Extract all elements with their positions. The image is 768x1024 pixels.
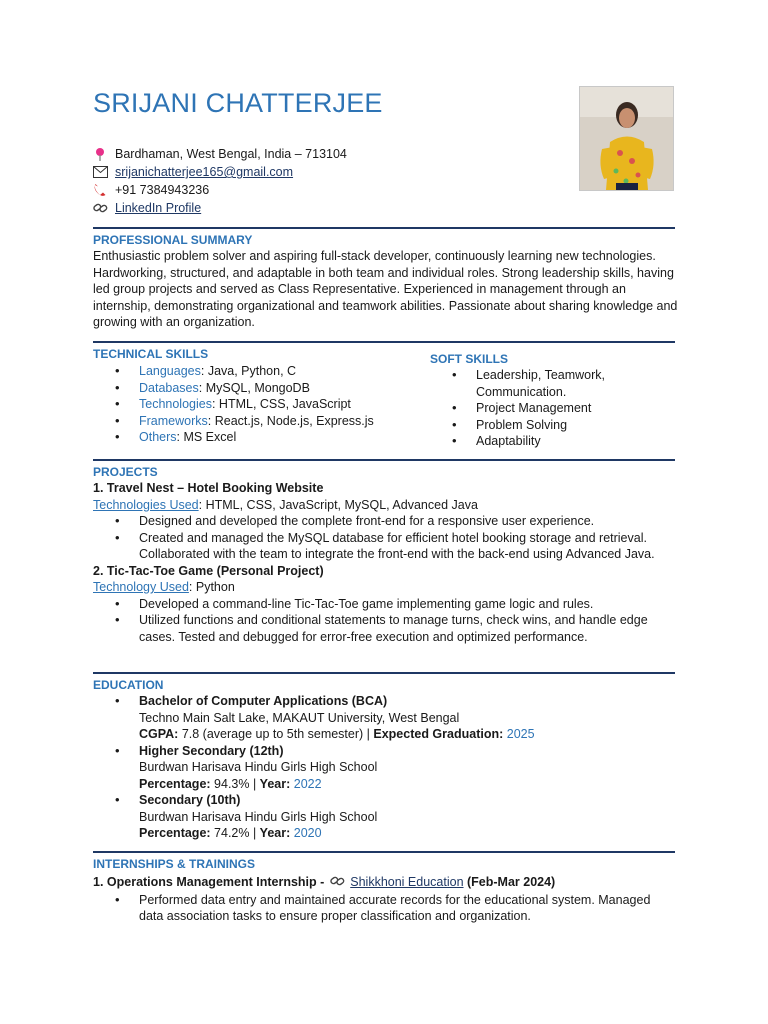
list-item bbox=[93, 792, 678, 842]
list-item: • Frameworks: React.js, Node.js, Express.js bbox=[93, 413, 423, 430]
list-item: • Leadership, Teamwork, Communication. bbox=[430, 367, 630, 400]
internships-block bbox=[93, 874, 678, 925]
project-bullets bbox=[93, 596, 678, 646]
project-tech-line: Technologies Used: HTML, CSS, JavaScript, MySQL, Advanced Java bbox=[93, 497, 478, 512]
score-line: Percentage: 74.2% | Year: 2020 bbox=[139, 826, 322, 840]
section-divider bbox=[93, 341, 675, 343]
summary-heading: PROFESSIONAL SUMMARY bbox=[93, 233, 253, 247]
list-item bbox=[93, 693, 678, 743]
list-item: • Designed and developed the complete front-end for a responsive user experience. bbox=[93, 513, 678, 530]
education-list bbox=[93, 693, 678, 842]
list-item: • Project Management bbox=[430, 400, 630, 417]
projects-heading: PROJECTS bbox=[93, 465, 158, 479]
project-tech-line: Technology Used: Python bbox=[93, 580, 235, 594]
email-link[interactable]: srijanichatterjee165@gmail.com bbox=[115, 165, 294, 179]
projects-block bbox=[93, 480, 678, 645]
email-icon bbox=[93, 166, 115, 178]
project-title: 2. Tic-Tac-Toe Game (Personal Project) bbox=[93, 563, 324, 578]
link-icon bbox=[330, 875, 345, 892]
phone-icon bbox=[93, 183, 115, 197]
internships-heading: INTERNSHIPS & TRAININGS bbox=[93, 857, 256, 871]
technical-skills-list-wrap bbox=[93, 363, 423, 446]
tech-used-label: Technologies Used bbox=[93, 497, 199, 512]
degree-title: • Bachelor of Computer Applications (BCA) bbox=[139, 694, 388, 708]
section-divider bbox=[93, 672, 675, 674]
email-row bbox=[93, 163, 347, 181]
list-item: • Problem Solving bbox=[430, 417, 630, 434]
score-line: CGPA: 7.8 (average up to 5th semester) | Expected Graduation: 2025 bbox=[139, 727, 535, 741]
project-bullets bbox=[93, 513, 678, 563]
degree-title: • Secondary (10th) bbox=[139, 793, 241, 807]
section-divider bbox=[93, 227, 675, 229]
link-icon bbox=[93, 202, 115, 214]
list-item: • Technologies: HTML, CSS, JavaScript bbox=[93, 396, 423, 413]
phone-text: +91 7384943236 bbox=[115, 183, 210, 197]
list-item: • Others: MS Excel bbox=[93, 429, 423, 446]
list-item: • Languages: Java, Python, C bbox=[93, 363, 423, 380]
school-name: Burdwan Harisava Hindu Girls High School bbox=[139, 760, 378, 774]
education-heading: EDUCATION bbox=[93, 678, 164, 692]
profile-photo bbox=[579, 86, 674, 191]
list-item: • Developed a command-line Tic-Tac-Toe game implementing game logic and rules. bbox=[93, 596, 678, 613]
technical-skills-list bbox=[93, 363, 423, 446]
degree-title: • Higher Secondary (12th) bbox=[139, 743, 284, 758]
phone-row bbox=[93, 181, 347, 199]
technical-skills-heading: TECHNICAL SKILLS bbox=[93, 347, 209, 361]
list-item: • Performed data entry and maintained accurate records for the educational system. Managed data association tasks to ensure proper classification and organization. bbox=[93, 892, 678, 925]
list-item: • Utilized functions and conditional statements to manage turns, check wins, and handle edge cases. Tested and debugged for error-free execution and optimized performance. bbox=[93, 612, 678, 645]
internship-title: 1. Operations Management Internship - Shikkhoni Education (Feb-Mar 2024) bbox=[93, 874, 678, 892]
organization-link[interactable]: Shikkhoni Education bbox=[350, 875, 464, 889]
location-row bbox=[93, 145, 347, 163]
map-pin-icon bbox=[93, 147, 115, 161]
list-item: • Adaptability bbox=[430, 433, 630, 450]
section-divider bbox=[93, 851, 675, 853]
contact-info bbox=[93, 145, 347, 217]
education-block bbox=[93, 693, 678, 842]
linkedin-link[interactable]: LinkedIn Profile bbox=[115, 201, 202, 215]
list-item: • Created and managed the MySQL database for efficient hotel booking storage and retrieval. Collaborated with the team to integrate the front-end with the back-end using Advanced Java. bbox=[93, 530, 678, 563]
profile-photo-image bbox=[580, 87, 673, 190]
soft-skills-list bbox=[430, 367, 630, 450]
list-item: • Databases: MySQL, MongoDB bbox=[93, 380, 423, 397]
location-text: Bardhaman, West Bengal, India – 713104 bbox=[115, 147, 347, 161]
school-name: Techno Main Salt Lake, MAKAUT University, West Bengal bbox=[139, 710, 460, 725]
soft-skills-heading: SOFT SKILLS bbox=[430, 352, 508, 366]
internship-bullets bbox=[93, 892, 678, 925]
score-line: Percentage: 94.3% | Year: 2022 bbox=[139, 776, 322, 791]
summary-text: Enthusiastic problem solver and aspiring full-stack developer, continuously learning new technologies. Hardworking, structured, and adaptable in both team and individual roles. Strong leadership skills, having led group projects and served as Class Representative. Experienced in management through an internship, demonstrating organizational and teamwork abilities. Passionate about sharing knowledge and growing with an organization. bbox=[93, 249, 678, 330]
tech-used-label: Technology Used bbox=[93, 580, 189, 594]
soft-skills-list-wrap bbox=[430, 367, 630, 450]
linkedin-row bbox=[93, 199, 347, 217]
list-item bbox=[93, 743, 678, 793]
candidate-name: SRIJANI CHATTERJEE bbox=[93, 88, 383, 118]
section-divider bbox=[93, 459, 675, 461]
school-name: Burdwan Harisava Hindu Girls High School bbox=[139, 809, 378, 824]
project-title: 1. Travel Nest – Hotel Booking Website bbox=[93, 481, 324, 495]
